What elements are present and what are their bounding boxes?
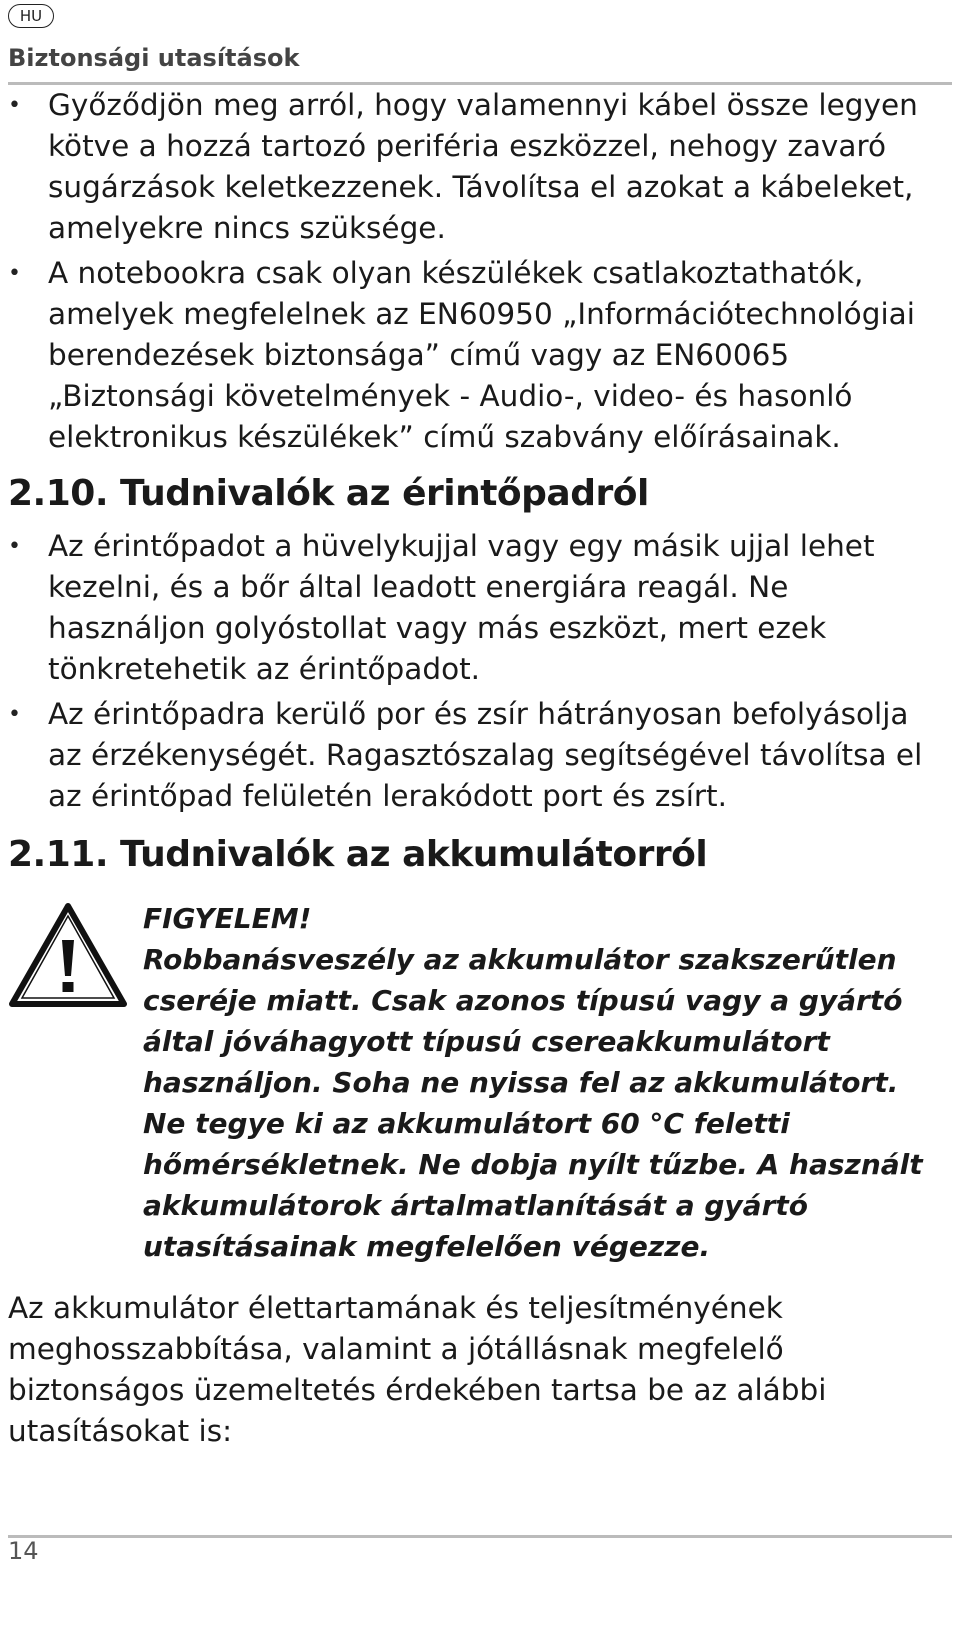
language-badge: HU	[8, 4, 54, 28]
warning-body: Robbanásveszély az akkumulátor szakszerűtlen cseréje miatt. Csak azonos típusú vagy a gyártó által jóváhagyott típusú csereakkumulátort használjon. Soha ne nyissa fel az akkumulátort. Ne tegye ki az akkumulátort 60 °C feletti hőmérsékletnek. Ne dobja nyílt tűzbe. A használt akkumulátorok ártalmatlanítását a gyártó utasításainak megfelelően végezze.	[143, 943, 923, 1263]
bullet-text: Az érintőpadra kerülő por és zsír hátrányosan befolyásolja az érzékenységét. Ragasztószalag segítségével távolítsa el az érintőpad felületén lerakódott port és zsírt.	[48, 697, 923, 813]
bullet-icon: •	[8, 93, 21, 118]
battery-warning	[143, 898, 943, 1267]
warning-title: FIGYELEM!	[143, 902, 312, 935]
battery-paragraph: Az akkumulátor élettartamának és teljesítményének meghosszabbítása, valamint a jótállásnak megfelelő biztonságos üzemeltetés érdekében tartsa be az alábbi utasításokat is:	[8, 1291, 827, 1448]
touchpad-bullet-list	[8, 526, 948, 821]
bullet-text: A notebookra csak olyan készülékek csatlakoztathatók, amelyek megfelelnek az EN60950 „Információtechnológiai berendezések biztonsága” című vagy az EN60065 „Biztonsági követelmények - Audio-, video- és hasonló elektronikus készülékek” című szabvány előírásainak.	[48, 256, 915, 454]
safety-bullet-list	[8, 85, 948, 462]
bullet-icon: •	[8, 534, 21, 559]
bullet-text: Az érintőpadot a hüvelykujjal vagy egy másik ujjal lehet kezelni, és a bőr által leadott energiára reagál. Ne használjon golyóstollat vagy más eszközt, mert ezek tönkretehetik az érintőpadot.	[48, 529, 875, 686]
bullet-text: Győződjön meg arról, hogy valamennyi kábel össze legyen kötve a hozzá tartozó periféria eszközzel, nehogy zavaró sugárzások keletkezzenek. Távolítsa el azokat a kábeleket, amelyekre nincs szüksége.	[48, 88, 918, 245]
list-item	[8, 85, 948, 249]
bullet-icon: •	[8, 261, 21, 286]
list-item	[8, 694, 948, 817]
warning-triangle-icon	[8, 902, 128, 1008]
footer-divider	[8, 1535, 952, 1538]
section-heading-2-11: 2.11. Tudnivalók az akkumulátorról	[8, 834, 708, 875]
list-item	[8, 526, 948, 690]
section-heading-2-10: 2.10. Tudnivalók az érintőpadról	[8, 473, 649, 514]
page-header-title: Biztonsági utasítások	[8, 44, 300, 72]
page-number: 14	[8, 1537, 39, 1565]
list-item	[8, 253, 948, 458]
bullet-icon: •	[8, 702, 21, 727]
